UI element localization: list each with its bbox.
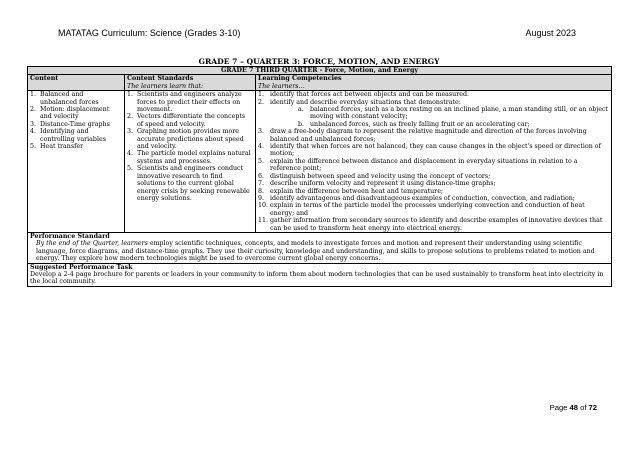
competency-sub-list	[270, 106, 609, 128]
page-header	[58, 28, 576, 38]
list-item: 5. explain the difference between distance and displacement in everyday situations in relation to a reference point;	[258, 157, 578, 173]
list-item: 1. identify that forces act between objects and can be measured.	[258, 91, 469, 99]
performance-standard-row	[28, 232, 612, 263]
list-item: 4. Identifying and controlling variables	[30, 128, 106, 143]
performance-task-cell	[28, 263, 612, 286]
list-item: 2. Motion: displacement and velocity	[30, 106, 110, 121]
performance-standard-text: By the end of the Quarter, learners employ scientific techniques, concepts, and models to investigate forces and motion and represent their understanding using scientific language, force diagrams, and distance-time graphs. They use their curiosity, knowledge and understanding, and skills to propose solutions to problems related to motion and energy. They explore how modern technologies might be used to overcome current global energy concerns.	[36, 240, 595, 263]
list-item: 2. identify and describe everyday situations that demonstrate: a. balanced forces, such as a box resting on an inclined plane, a man standing still, or an object moving with constant velocity; b. unbalanced forces, such as freely falling fruit or an accelerating car;	[258, 98, 609, 128]
competencies-header	[256, 75, 612, 91]
list-item: 8. explain the difference between heat and temperature;	[258, 187, 444, 195]
performance-task-row	[28, 263, 612, 286]
list-item: 6. distinguish between speed and velocity using the concept of vectors;	[258, 172, 491, 180]
sub-list-item: b. unbalanced forces, such as freely falling fruit or an accelerating car;	[298, 120, 530, 128]
competencies-header-sub: The learners…	[258, 82, 305, 90]
document-title: GRADE 7 – QUARTER 3: FORCE, MOTION, AND ENERGY	[198, 57, 440, 66]
list-item: 10. explain in terms of the particle model the processes underlying convection and conduction of heat energy; and	[258, 202, 585, 217]
standards-header-label: Content Standards	[127, 75, 194, 83]
quarter-row	[28, 67, 612, 75]
list-item: 3. Graphing motion provides more accurate predictions about speed and velocity.	[127, 128, 244, 151]
competencies-cell	[256, 91, 612, 233]
performance-task-text: Develop a 2-4 page brochure for parents or leaders in your community to inform them about modern technologies that can be used sustainably to transform heat into electricity in the local community.	[30, 270, 604, 286]
list-item: 3. Distance-Time graphs	[30, 120, 110, 128]
standards-list	[127, 91, 253, 202]
content-list	[30, 91, 122, 150]
quarter-title: GRADE 7 THIRD QUARTER - Force, Motion, and Energy	[28, 67, 612, 75]
page-number: Page 48 of 72	[549, 403, 597, 412]
list-item: 11. gather information from secondary sources to identify and describe examples of innovative devices that can be used to transform heat energy into electrical energy.	[258, 217, 603, 232]
performance-task-label: Suggested Performance Task	[30, 263, 133, 271]
sub-list-item: a. balanced forces, such as a box resting on an inclined plane, a man standing still, or an object moving with constant velocity;	[298, 106, 609, 121]
content-cell	[28, 91, 125, 233]
list-item: 2. Vectors differentiate the concepts of speed and velocity.	[127, 113, 246, 128]
list-item: 5. Scientists and engineers conduct innovative research to find solutions to the current global energy crisis by seeking renewable energy solutions.	[127, 165, 250, 202]
list-item: 3. draw a free-body diagram to represent the relative magnitude and direction of the forces involving balanced and unbalanced forces;	[258, 128, 587, 143]
list-item: 4. identify that when forces are not balanced, they can cause changes in the object's speed or direction of motion;	[258, 143, 601, 158]
content-header	[28, 75, 125, 91]
competencies-list	[258, 91, 609, 232]
column-header-row	[28, 75, 612, 91]
competencies-header-label: Learning Competencies	[258, 75, 342, 83]
list-item: 5. Heat transfer	[30, 143, 84, 151]
performance-standard-label: Performance Standard	[30, 232, 110, 240]
standards-cell	[125, 91, 256, 233]
curriculum-table	[27, 66, 612, 287]
list-item: 4. The particle model explains natural systems and processes.	[127, 150, 251, 165]
header-date: August 2023	[525, 28, 576, 38]
header-curriculum-title: MATATAG Curriculum: Science (Grades 3-10)	[58, 28, 241, 38]
list-item: 9. identify advantageous and disadvantageous examples of conduction, convection, and radiation;	[258, 194, 575, 202]
performance-standard-cell	[28, 232, 612, 263]
list-item: 1. Scientists and engineers analyze forces to predict their effects on movement.	[127, 91, 242, 114]
body-row	[28, 91, 612, 233]
standards-header	[125, 75, 256, 91]
standards-header-sub: The learners learn that:	[127, 82, 204, 90]
list-item: 1. Balanced and unbalanced forces	[30, 91, 99, 106]
content-header-label: Content	[30, 75, 59, 83]
list-item: 7. describe uniform velocity and represent it using distance-time graphs;	[258, 180, 496, 188]
